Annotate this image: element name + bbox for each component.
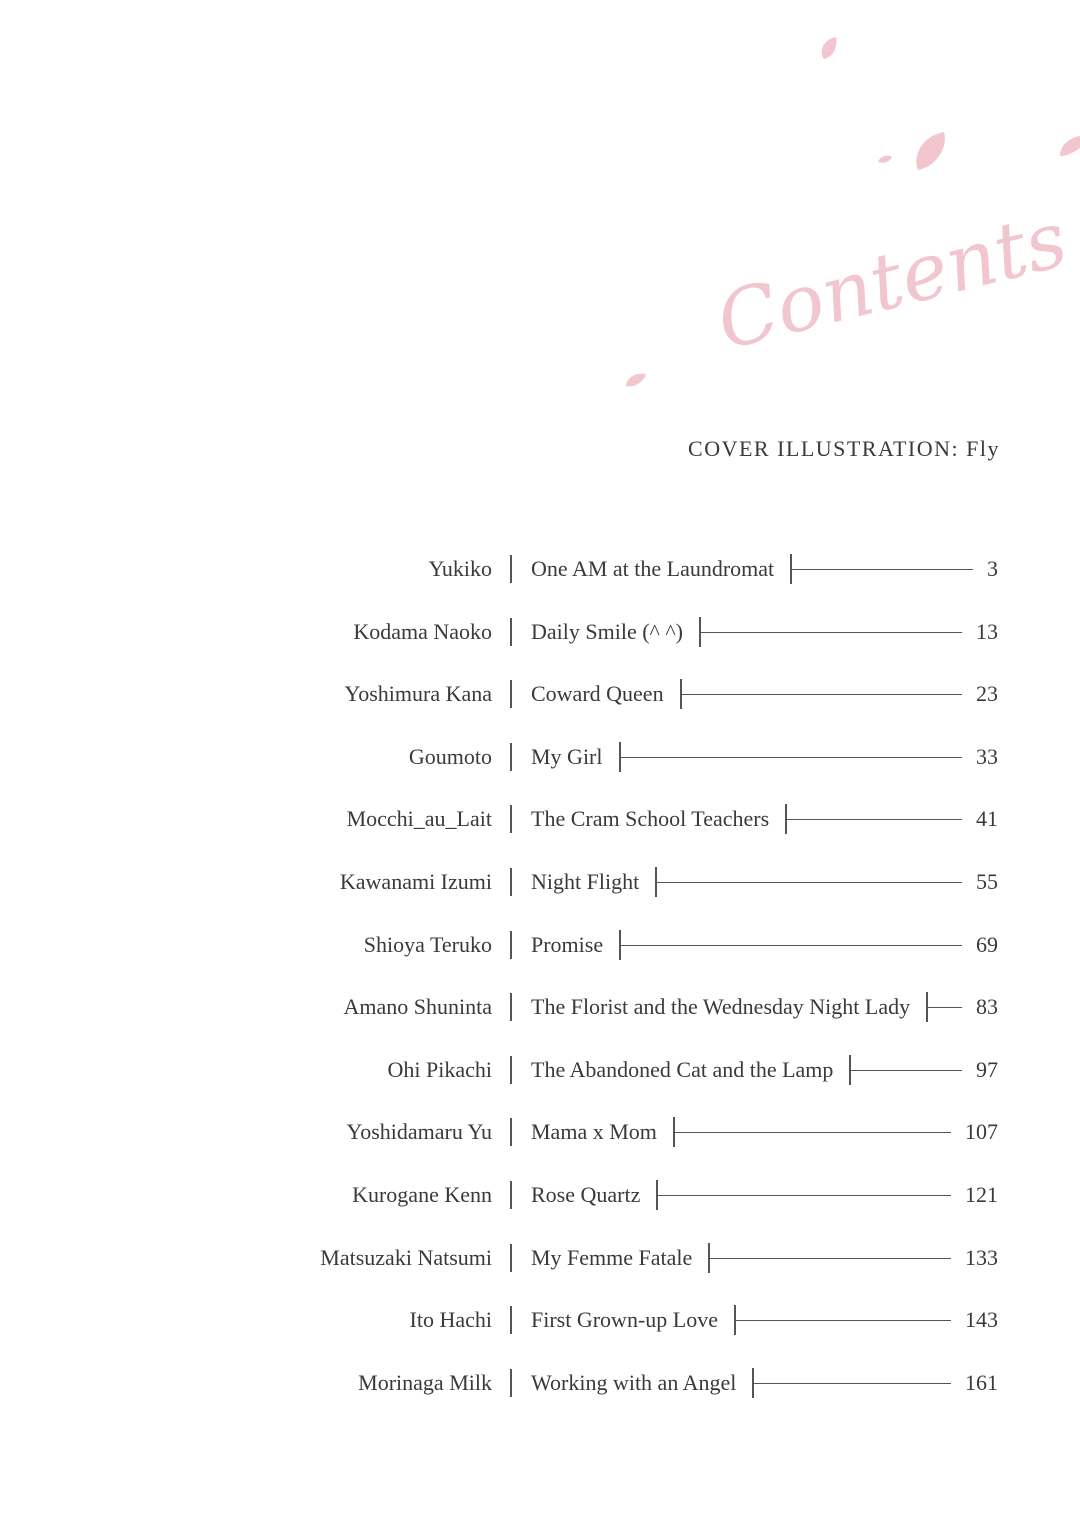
toc-story-title: The Abandoned Cat and the Lamp [531, 1056, 834, 1082]
toc-page-number: 161 [965, 1369, 998, 1395]
toc-page-number: 3 [987, 556, 998, 581]
toc-separator [510, 931, 512, 959]
toc-entry [0, 1238, 1080, 1278]
toc-leader-line [656, 1180, 951, 1210]
toc-leader-line [699, 617, 962, 647]
toc-page-number: 33 [976, 743, 998, 769]
toc-author: Amano Shuninta [343, 994, 492, 1020]
toc-entry [0, 862, 1080, 902]
toc-entry [0, 799, 1080, 839]
toc-page-number: 107 [965, 1119, 998, 1145]
toc-story-title: My Girl [531, 743, 603, 769]
toc-separator [510, 1181, 512, 1209]
toc-leader-line [673, 1117, 951, 1147]
toc-entry [0, 737, 1080, 777]
toc-separator [510, 1244, 512, 1272]
toc-separator [510, 805, 512, 833]
toc-page-number: 143 [965, 1307, 998, 1333]
toc-leader-line [734, 1305, 951, 1335]
toc-separator [510, 618, 512, 646]
toc-author: Matsuzaki Natsumi [320, 1244, 492, 1270]
toc-separator [510, 555, 512, 583]
toc-page-number: 13 [976, 618, 998, 644]
toc-page-number: 133 [965, 1244, 998, 1270]
toc-entry [0, 1175, 1080, 1215]
toc-entry [0, 612, 1080, 652]
toc-story-title: Promise [531, 931, 604, 957]
toc-entry [0, 1363, 1080, 1403]
toc-leader-line [655, 867, 962, 897]
toc-page-number: 83 [976, 994, 998, 1020]
toc-leader-line [708, 1243, 951, 1273]
toc-entry [0, 987, 1080, 1027]
toc-entry [0, 549, 1080, 589]
toc-separator [510, 993, 512, 1021]
toc-story-title: The Florist and the Wednesday Night Lady [531, 994, 911, 1020]
toc-author: Shioya Teruko [363, 931, 492, 957]
toc-page-number: 69 [976, 931, 998, 957]
toc-separator [510, 1306, 512, 1334]
toc-story-title: Rose Quartz [531, 1182, 641, 1207]
cover-artist: Fly [966, 436, 1000, 461]
toc-page-number: 121 [965, 1182, 998, 1207]
toc-story-title: First Grown-up Love [531, 1307, 718, 1333]
toc-author: Yoshimura Kana [344, 681, 492, 707]
toc-story-title: My Femme Fatale [531, 1244, 693, 1270]
toc-entry [0, 1050, 1080, 1090]
toc-entry [0, 1300, 1080, 1340]
toc-separator [510, 680, 512, 708]
toc-author: Yoshidamaru Yu [346, 1119, 492, 1145]
toc-story-title: Daily Smile (^ ^) [531, 618, 684, 644]
toc-separator [510, 1118, 512, 1146]
toc-author: Ohi Pikachi [387, 1056, 492, 1082]
toc-separator [510, 1369, 512, 1397]
toc-separator [510, 743, 512, 771]
toc-leader-line [680, 679, 962, 709]
toc-separator [510, 868, 512, 896]
toc-author: Yukiko [428, 556, 492, 581]
toc-leader-line [785, 804, 962, 834]
toc-leader-line [619, 930, 962, 960]
toc-author: Kodama Naoko [353, 618, 492, 644]
svg-text:Contents: Contents [708, 194, 1076, 368]
toc-story-title: One AM at the Laundromat [531, 556, 775, 581]
toc-story-title: Coward Queen [531, 681, 664, 707]
toc-author: Ito Hachi [409, 1307, 492, 1333]
toc-leader-line [619, 742, 962, 772]
toc-entry [0, 1112, 1080, 1152]
toc-leader-line [790, 554, 973, 584]
toc-author: Kurogane Kenn [352, 1182, 492, 1207]
toc-author: Mocchi_au_Lait [346, 806, 492, 832]
toc-page-number: 23 [976, 681, 998, 707]
toc-author: Kawanami Izumi [339, 869, 492, 894]
toc-story-title: Working with an Angel [531, 1369, 737, 1395]
toc-leader-line [752, 1368, 951, 1398]
toc-page-number: 55 [976, 869, 998, 894]
toc-entry [0, 925, 1080, 965]
toc-author: Morinaga Milk [358, 1369, 492, 1395]
toc-entry [0, 674, 1080, 714]
toc-story-title: Night Flight [531, 869, 640, 894]
toc-separator [510, 1056, 512, 1084]
toc-page-number: 41 [976, 806, 998, 832]
toc-leader-line [849, 1055, 962, 1085]
toc-story-title: Mama x Mom [531, 1119, 657, 1145]
toc-leader-line [926, 992, 962, 1022]
cover-label: COVER ILLUSTRATION: [688, 436, 960, 461]
toc-story-title: The Cram School Teachers [531, 806, 770, 832]
toc-author: Goumoto [408, 743, 492, 769]
toc-page-number: 97 [976, 1056, 998, 1082]
